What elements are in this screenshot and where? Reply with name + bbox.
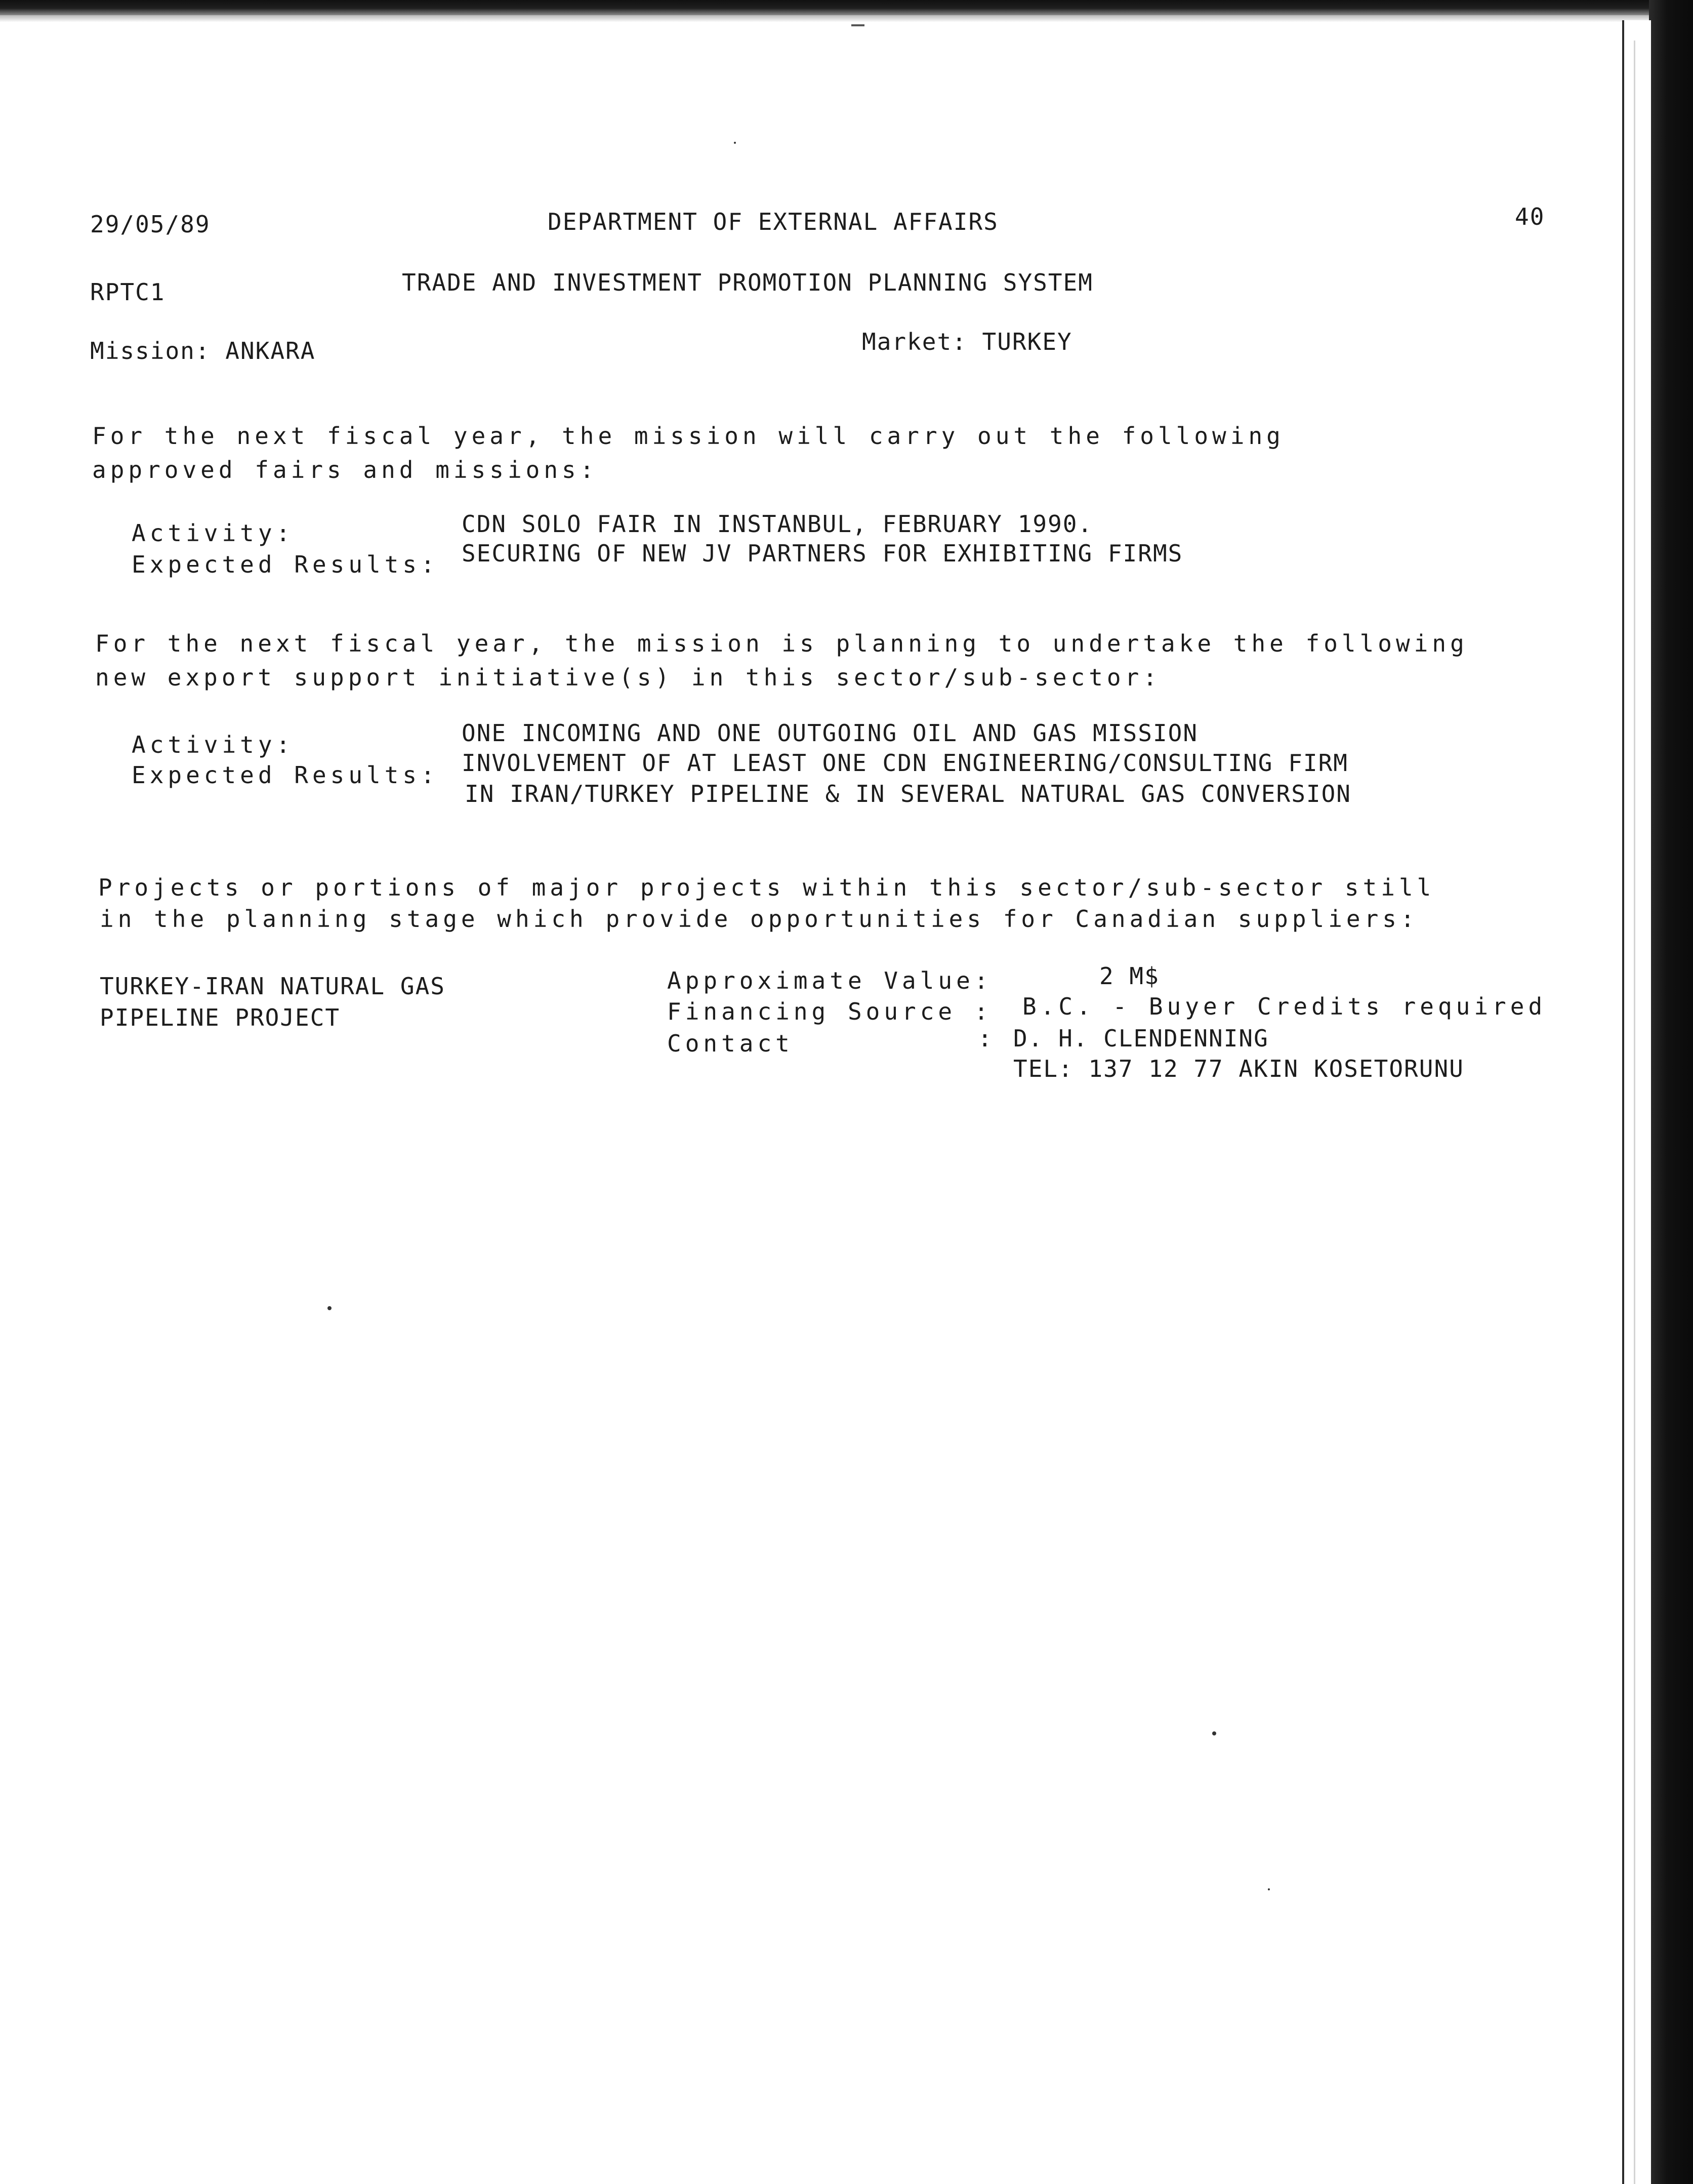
report-code: RPTC1 — [90, 278, 166, 306]
section1-intro-line2: approved fairs and missions: — [92, 456, 598, 483]
scan-speck — [327, 1306, 332, 1310]
section2-activity-label: Activity: — [132, 731, 295, 758]
page-number: 40 — [1515, 203, 1545, 230]
scan-speck — [734, 142, 736, 144]
section2-results-label: Expected Results: — [132, 761, 439, 789]
section2-activity-value: ONE INCOMING AND ONE OUTGOING OIL AND GAS MISSION — [462, 719, 1199, 747]
scan-right-margin — [1622, 20, 1651, 2184]
financing-source-label: Financing Source : — [667, 998, 993, 1025]
scan-top-edge — [0, 0, 1693, 15]
scan-right-rule — [1634, 41, 1635, 2184]
section3-intro-line1: Projects or portions of major projects within this sector/sub-sector still — [98, 874, 1435, 901]
contact-colon: : — [978, 1025, 993, 1052]
section2-intro-line1: For the next fiscal year, the mission is planning to undertake the following — [95, 630, 1468, 657]
project-name-line2: PIPELINE PROJECT — [100, 1004, 341, 1031]
system-title: TRADE AND INVESTMENT PROMOTION PLANNING SYSTEM — [402, 269, 1093, 296]
market-label: Market: TURKEY — [862, 328, 1072, 355]
financing-source-value: B.C. - Buyer Credits required — [1022, 993, 1547, 1020]
scan-top-mark — [851, 24, 864, 26]
contact-label: Contact — [667, 1030, 794, 1057]
section3-intro-line2: in the planning stage which provide opportunities for Canadian suppliers: — [100, 905, 1419, 933]
section1-activity-label: Activity: — [132, 519, 295, 547]
scan-speck — [1212, 1731, 1216, 1735]
section1-results-label: Expected Results: — [132, 551, 439, 578]
section2-results-value-line2: IN IRAN/TURKEY PIPELINE & IN SEVERAL NATURAL GAS CONVERSION — [465, 780, 1351, 807]
scan-right-edge — [1649, 0, 1693, 2184]
mission-label: Mission: ANKARA — [90, 337, 316, 365]
contact-value: D. H. CLENDENNING — [1013, 1025, 1269, 1052]
section1-results-value: SECURING OF NEW JV PARTNERS FOR EXHIBITING FIRMS — [462, 540, 1183, 567]
contact-telephone: TEL: 137 12 77 AKIN KOSETORUNU — [1013, 1055, 1464, 1082]
section1-activity-value: CDN SOLO FAIR IN INSTANBUL, FEBRUARY 1990. — [462, 510, 1093, 538]
report-date: 29/05/89 — [90, 211, 211, 238]
section2-intro-line2: new export support initiative(s) in this sector/sub-sector: — [95, 664, 1161, 691]
project-name-line1: TURKEY-IRAN NATURAL GAS — [100, 973, 445, 1000]
approximate-value-value: 2 M$ — [1099, 962, 1160, 990]
department-title: DEPARTMENT OF EXTERNAL AFFAIRS — [548, 208, 999, 235]
approximate-value-label: Approximate Value: — [667, 967, 993, 994]
section2-results-value-line1: INVOLVEMENT OF AT LEAST ONE CDN ENGINEERING/CONSULTING FIRM — [462, 749, 1348, 777]
section1-intro-line1: For the next fiscal year, the mission will carry out the following — [92, 422, 1285, 450]
scan-speck — [1268, 1888, 1270, 1890]
scan-top-edge-fade — [0, 15, 1693, 22]
